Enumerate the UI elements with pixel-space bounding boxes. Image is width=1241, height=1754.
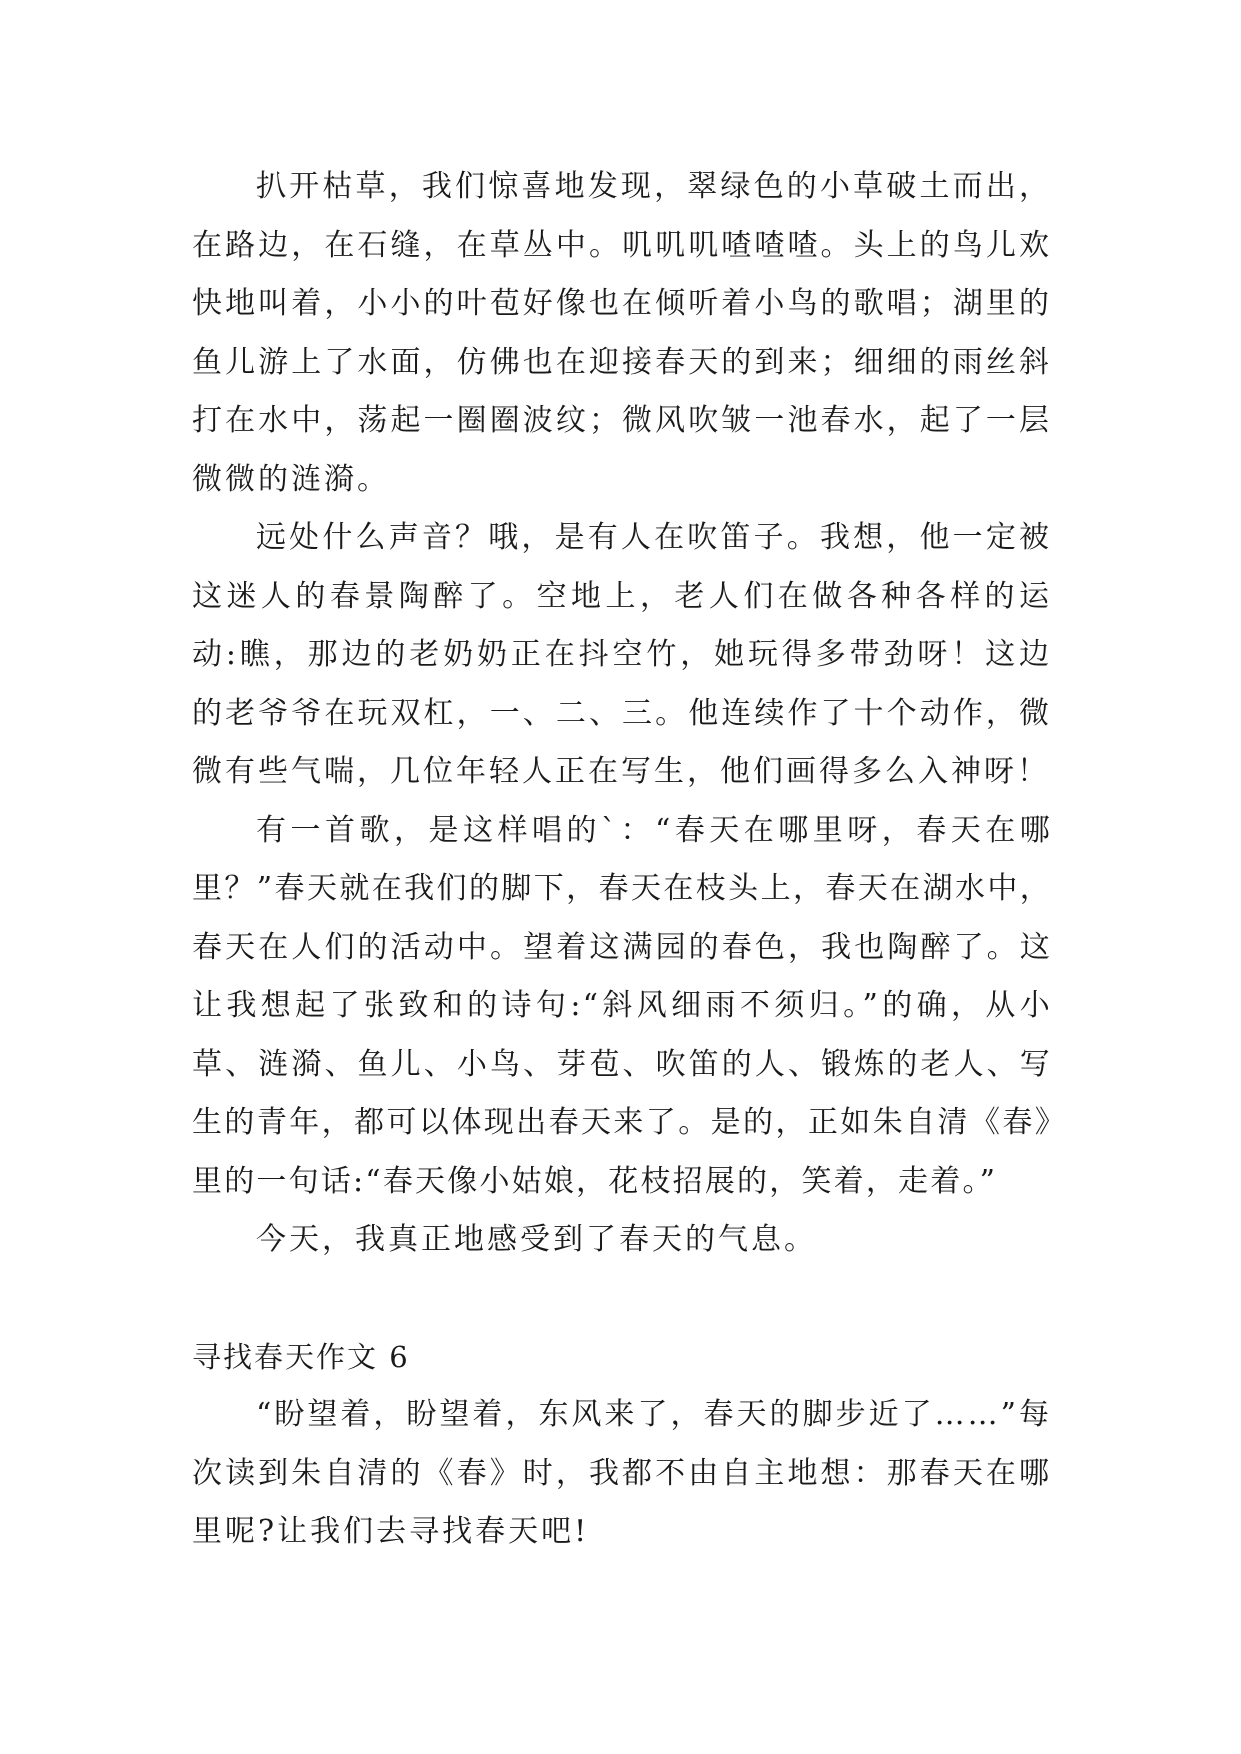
section-gap	[192, 1270, 1052, 1328]
paragraph-grass-birds: 扒开枯草，我们惊喜地发现，翠绿色的小草破土而出，在路边，在石缝，在草丛中。叽叽叽喳喳喳。头上的鸟儿欢快地叫着，小小的叶苞好像也在倾听着小鸟的歌唱；湖里的鱼儿游上了水面，仿佛也在迎接春天的到来；细细的雨丝斜打在水中，荡起一圈圈波纹；微风吹皱一池春水，起了一层微微的涟漪。	[192, 169, 1052, 497]
section-title: 寻找春天作文 6	[192, 1339, 410, 1374]
paragraph-today: 今天，我真正地感受到了春天的气息。	[256, 1222, 817, 1257]
paragraph-song-spring: 有一首歌，是这样唱的`：“春天在哪里呀，春天在哪里？”春天就在我们的脚下，春天在枝头上，春天在湖水中，春天在人们的活动中。望着这满园的春色，我也陶醉了。这让我想起了张致和的诗句:“斜风细雨不须归。”的确，从小草、涟漪、鱼儿、小鸟、芽苞、吹笛的人、锻炼的老人、写生的青年，都可以体现出春天来了。是的，正如朱自清《春》里的一句话:“春天像小姑娘，花枝招展的，笑着，走着。”	[192, 812, 1052, 1199]
paragraph-looking-forward: “盼望着，盼望着，东风来了，春天的脚步近了……”每次读到朱自清的《春》时，我都不由自主地想：那春天在哪里呢?让我们去寻找春天吧!	[192, 1397, 1052, 1549]
paragraph-flute-exercise: 远处什么声音？哦，是有人在吹笛子。我想，他一定被这迷人的春景陶醉了。空地上，老人们在做各种各样的运动:瞧，那边的老奶奶正在抖空竹，她玩得多带劲呀！这边的老爷爷在玩双杠，一、二、三。他连续作了十个动作，微微有些气喘，几位年轻人正在写生，他们画得多么入神呀！	[192, 520, 1052, 789]
document-body	[192, 158, 1052, 1562]
